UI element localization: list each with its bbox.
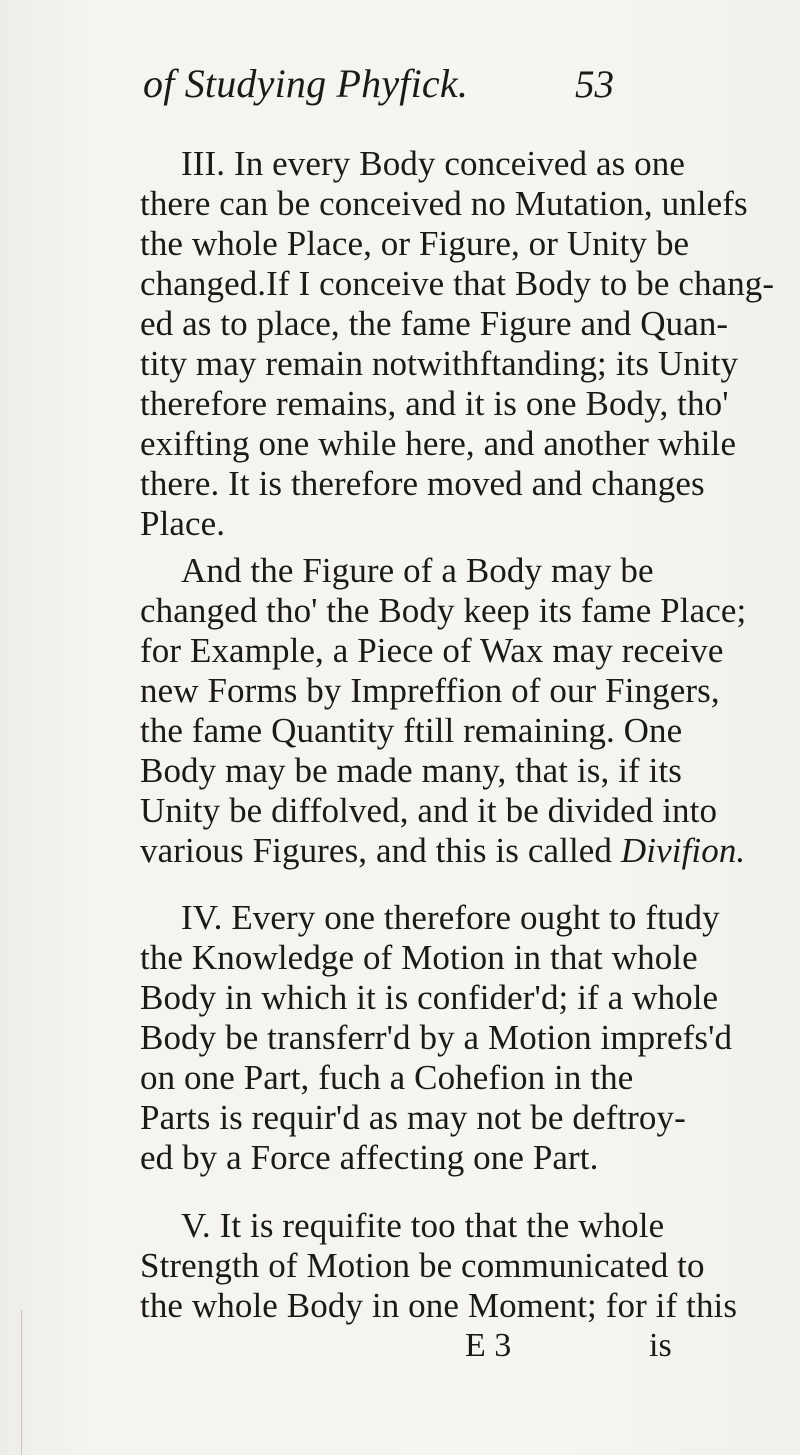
text-line: there can be conceived no Mutation, unlefs (140, 184, 748, 223)
italic-term: Divifion. (620, 831, 746, 870)
text-line: Body be transferr'd by a Motion imprefs'd (140, 1018, 733, 1057)
text-line: tity may remain notwithftanding; its Unity (140, 344, 739, 383)
text-line: III. In every Body conceived as one (181, 144, 685, 183)
text-line: therefore remains, and it is one Body, tho' (140, 384, 729, 423)
signature-mark: E 3 (465, 1327, 512, 1364)
text-line: Body may be made many, that is, if its (140, 751, 682, 790)
text-line: ed as to place, the fame Figure and Quan- (140, 304, 729, 343)
page-edge-rule (21, 1310, 22, 1455)
text-line: And the Figure of a Body may be (181, 551, 654, 590)
text-line: changed.If I conceive that Body to be chang- (140, 264, 775, 303)
text-line: the whole Body in one Moment; for if this (140, 1286, 738, 1325)
text-line: IV. Every one therefore ought to ftudy (181, 898, 720, 937)
text-line: changed tho' the Body keep its fame Place; (140, 591, 747, 630)
text-line: the Knowledge of Motion in that whole (140, 938, 698, 977)
text-line: for Example, a Piece of Wax may receive (140, 631, 724, 670)
text-line: the fame Quantity ftill remaining. One (140, 711, 683, 750)
text-line: Strength of Motion be communicated to (140, 1246, 705, 1285)
text-line (140, 831, 745, 871)
text-line: Place. (140, 504, 226, 543)
text-line-body: various Figures, and this is called (140, 831, 613, 870)
text-line: exifting one while here, and another while (140, 424, 737, 463)
running-title: of Studying Phyfick. (143, 61, 469, 106)
text-line: V. It is requifite too that the whole (181, 1206, 665, 1245)
text-line: ed by a Force affecting one Part. (140, 1138, 599, 1177)
text-line: new Forms by Impreffion of our Fingers, (140, 671, 720, 710)
text-line: the whole Place, or Figure, or Unity be (140, 224, 690, 263)
running-head (0, 60, 800, 122)
catchword: is (649, 1327, 672, 1364)
text-line: Unity be diffolved, and it be divided into (140, 791, 718, 830)
text-line: on one Part, fuch a Cohefion in the (140, 1058, 634, 1097)
text-line: Parts is requir'd as may not be deftroy- (140, 1098, 686, 1137)
text-line: Body in which it is confider'd; if a whole (140, 978, 719, 1017)
text-line: there. It is therefore moved and changes (140, 464, 705, 503)
page-number: 53 (575, 63, 614, 106)
